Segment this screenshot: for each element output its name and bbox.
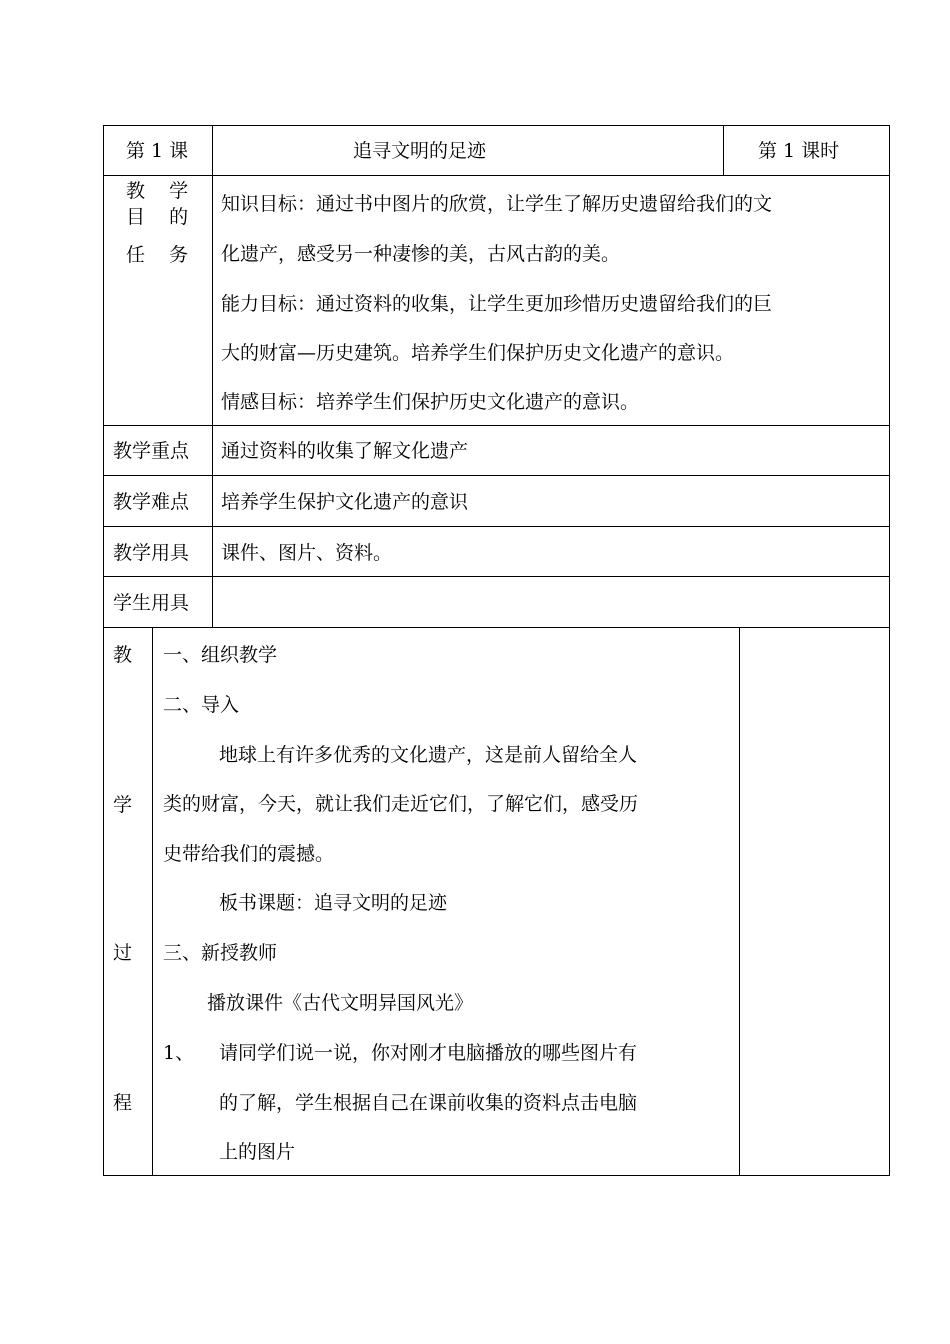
- lesson-period: 第 1 课时: [758, 140, 840, 162]
- process-label-char-1: 教: [113, 644, 133, 666]
- objective-line-3: 能力目标：通过资料的收集，让学生更加珍惜历史遗留给我们的巨: [221, 293, 773, 315]
- teaching-tools-label-cell: [103, 526, 213, 577]
- objective-line-5: 情感目标：培养学生们保护历史文化遗产的意识。: [221, 391, 640, 413]
- lesson-title-cell: [212, 125, 724, 176]
- key-points-label-cell: [103, 425, 213, 476]
- objectives-label-cell: [103, 175, 213, 426]
- student-tools-value-cell: [212, 576, 890, 628]
- objective-line-4: 大的财富—历史建筑。培养学生们保护历史文化遗产的意识。: [221, 342, 735, 364]
- lesson-number: 第 1 课: [126, 140, 189, 162]
- process-line-8: 播放课件《古代文明异国风光》: [207, 992, 474, 1014]
- process-line-10: 的了解，学生根据自己在课前收集的资料点击电脑: [219, 1092, 638, 1114]
- process-line-3: 地球上有许多优秀的文化遗产，这是前人留给全人: [219, 744, 638, 766]
- teaching-tools-label: 教学用具: [113, 542, 190, 564]
- key-points-label: 教学重点: [113, 440, 190, 462]
- objectives-label-line-3: 任 务: [126, 244, 189, 266]
- process-notes-cell: [739, 627, 890, 1176]
- process-label-cell: [103, 627, 153, 1176]
- key-points-value: 通过资料的收集了解文化遗产: [221, 440, 469, 462]
- lesson-title: 追寻文明的足迹: [353, 140, 487, 162]
- process-label-char-2: 学: [113, 794, 133, 816]
- objective-line-1: 知识目标：通过书中图片的欣赏，让学生了解历史遗留给我们的文: [221, 193, 773, 215]
- difficulties-value: 培养学生保护文化遗产的意识: [221, 491, 469, 513]
- process-line-1: 一、组织教学: [163, 644, 278, 666]
- difficulties-value-cell: [212, 475, 890, 527]
- process-list-number: 1、: [163, 1042, 195, 1064]
- objective-line-2: 化遗产，感受另一种凄惨的美，古风古韵的美。: [221, 243, 621, 265]
- process-label-char-3: 过: [113, 942, 133, 964]
- process-line-6: 板书课题：追寻文明的足迹: [219, 892, 448, 914]
- objectives-content-cell: [212, 175, 890, 426]
- process-label-char-4: 程: [113, 1092, 133, 1114]
- process-line-7: 三、新授教师: [163, 942, 278, 964]
- key-points-value-cell: [212, 425, 890, 476]
- difficulties-label-cell: [103, 475, 213, 527]
- lesson-number-cell: [103, 125, 213, 176]
- teaching-tools-value-cell: [212, 526, 890, 577]
- difficulties-label: 教学难点: [113, 491, 190, 513]
- student-tools-label: 学生用具: [113, 592, 190, 614]
- objectives-label-line-1: 教 学: [126, 180, 189, 202]
- process-line-2: 二、导入: [163, 694, 240, 716]
- objectives-label-line-2: 目 的: [126, 206, 189, 228]
- process-line-4: 类的财富，今天，就让我们走近它们，了解它们，感受历: [163, 793, 639, 815]
- process-line-11: 上的图片: [219, 1141, 296, 1163]
- process-content-cell: [152, 627, 740, 1176]
- teaching-tools-value: 课件、图片、资料。: [221, 542, 393, 564]
- process-line-9: 请同学们说一说，你对刚才电脑播放的哪些图片有: [219, 1042, 638, 1064]
- lesson-period-cell: [723, 125, 890, 176]
- process-line-5: 史带给我们的震撼。: [163, 843, 335, 865]
- student-tools-label-cell: [103, 576, 213, 628]
